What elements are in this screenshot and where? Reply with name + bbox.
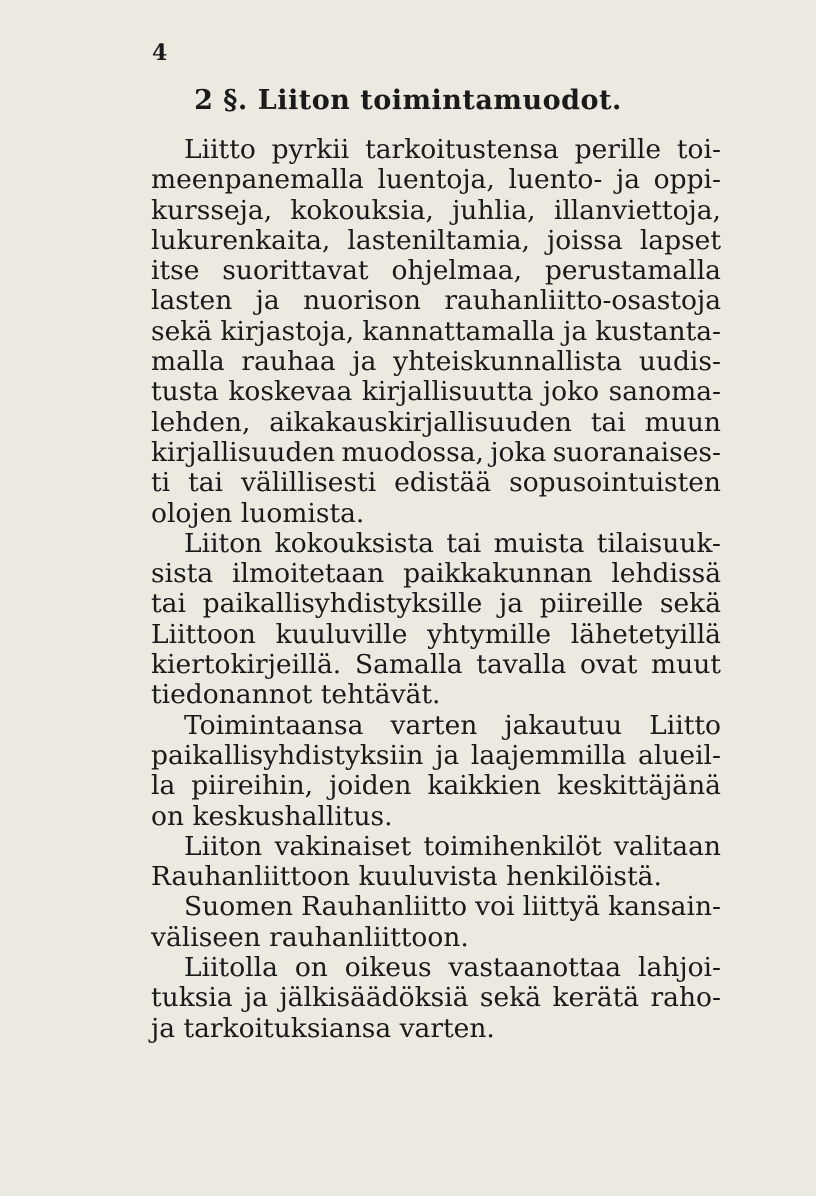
text-line: Liittoon kuuluville yhtymille lähetetyillä (151, 618, 721, 650)
text-line: Liiton vakinaiset toimihenkilöt valitaan (184, 830, 721, 862)
text-line: Rauhanliittoon kuuluvista henkilöistä. (151, 861, 662, 893)
page-number: 4 (152, 40, 168, 66)
text-line: Liitto pyrkii tarkoitustensa perille toi- (184, 134, 721, 165)
text-line: paikallisyhdistyksiin ja laajemmilla alueil- (151, 739, 721, 771)
text-line: lasten ja nuorison rauhanliitto-osastoja (151, 285, 721, 317)
text-line: la piireihin, joiden kaikkien keskittäjänä (151, 770, 721, 802)
text-line: tusta koskevaa kirjallisuutta joko sanoma- (151, 376, 721, 408)
body-text (151, 135, 721, 1044)
text-line: lukurenkaita, lasteniltamia, joissa lapset (151, 224, 721, 256)
text-line: sista ilmoitetaan paikkakunnan lehdissä (151, 558, 721, 590)
text-line: väliseen rauhanliittoon. (151, 921, 469, 953)
text-line: kursseja, kokouksia, juhlia, illanviettoja, (151, 194, 721, 226)
text-line: meenpanemalla luentoja, luento- ja oppi- (151, 164, 721, 196)
text-line: sekä kirjastoja, kannattamalla ja kustanta- (151, 315, 721, 347)
text-line: Suomen Rauhanliitto voi liittyä kansain- (184, 891, 721, 923)
text-line: kirjallisuuden muodossa, joka suoranaises- (151, 436, 721, 468)
text-line: lehden, aikakauskirjallisuuden tai muun (151, 406, 721, 438)
text-line: Liitolla on oikeus vastaanottaa lahjoi- (184, 952, 721, 984)
text-line: olojen luomista. (151, 497, 365, 529)
text-line: malla rauhaa ja yhteiskunnallista uudis- (151, 346, 721, 378)
text-line: tuksia ja jälkisäädöksiä sekä kerätä raho- (151, 982, 721, 1014)
text-line: on keskushallitus. (151, 800, 393, 832)
text-line: kiertokirjeillä. Samalla tavalla ovat muut (151, 649, 721, 681)
text-line: Toimintaansa varten jakautuu Liitto (184, 709, 721, 741)
text-line: ti tai välillisesti edistää sopusointuisten (151, 467, 721, 499)
text-line: ja tarkoituksiansa varten. (151, 1012, 495, 1044)
text-line: Liiton kokouksista tai muista tilaisuuk- (184, 527, 721, 559)
text-line: itse suorittavat ohjelmaa, perustamalla (151, 255, 721, 287)
text-line: tai paikallisyhdistyksille ja piireille sekä (151, 588, 721, 620)
section-heading: 2 §. Liiton toimintamuodot. (194, 85, 622, 116)
text-line: tiedonannot tehtävät. (151, 679, 441, 711)
